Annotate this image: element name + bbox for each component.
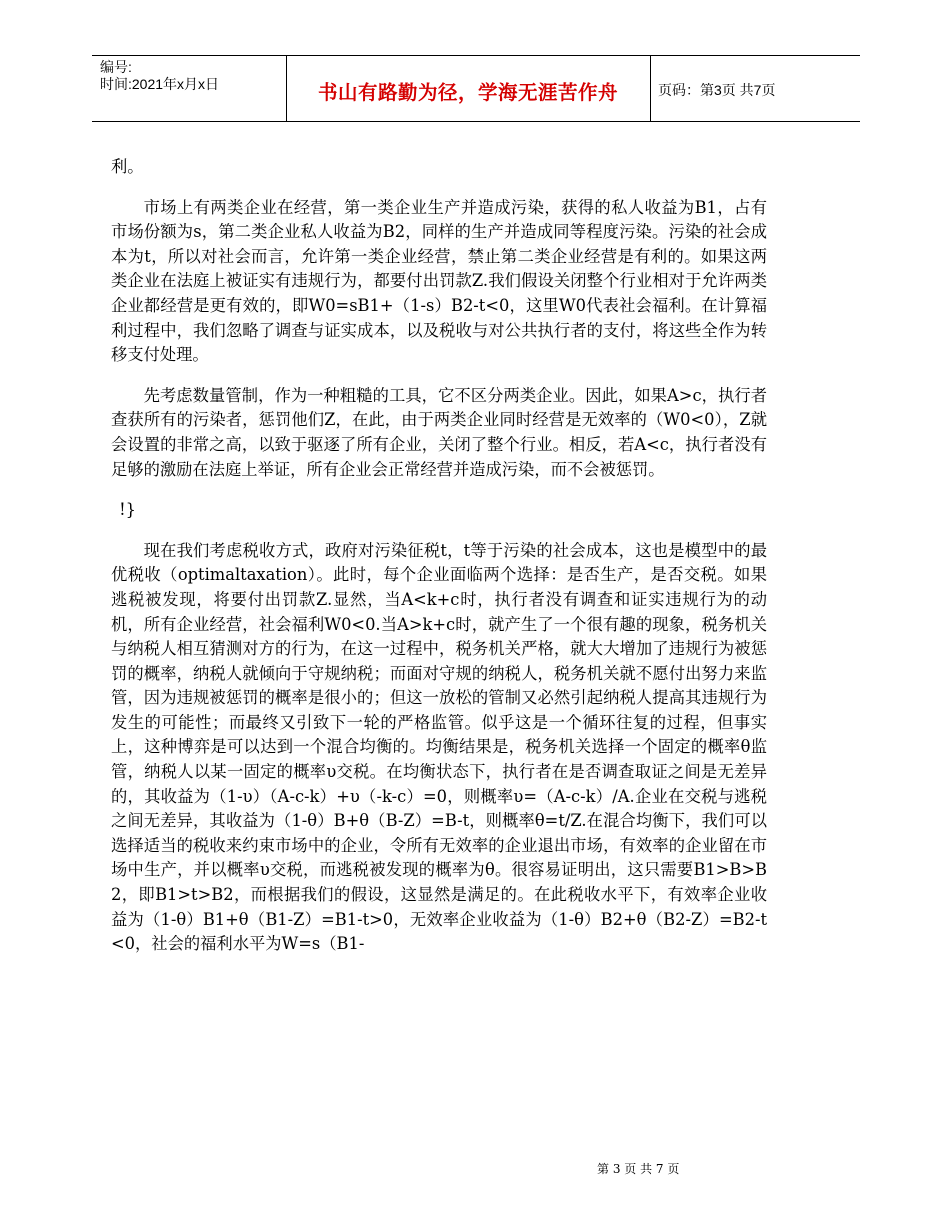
paragraph: 市场上有两类企业在经营，第一类企业生产并造成污染，获得的私人收益为B1，占有市场份额为s，第二类企业私人收益为B2，同样的生产并造成同等程度污染。污染的社会成本为t，所以对社会而言，允许第一类企业经营，禁止第二类企业经营是有利的。如果这两类企业在法庭上被证实有违规行为，都要付出罚款Z.我们假设关闭整个行业相对于允许两类企业都经营是更有效的，即W0=sB1+（1-s）B2-t<0，这里W0代表社会福利。在计算福利过程中，我们忽略了调查与证实成本，以及税收与对公共执行者的支付，将这些全作为转移支付处理。 bbox=[111, 197, 767, 365]
document-body bbox=[111, 155, 767, 973]
header-divider-right bbox=[650, 55, 651, 121]
paragraph: !} bbox=[119, 500, 137, 520]
header-bottom-rule bbox=[92, 121, 860, 122]
footer-page-number: 第 3 页 共 7 页 bbox=[597, 1162, 680, 1176]
paragraph: 先考虑数量管制，作为一种粗糙的工具，它不区分两类企业。因此，如果A>c，执行者查获所有的污染者，惩罚他们Z，在此，由于两类企业同时经营是无效率的（W0<0），Z就会设置的非常之高，以致于驱逐了所有企业，关闭了整个行业。相反，若A<c，执行者没有足够的激励在法庭上举证，所有企业会正常经营并造成污染，而不会被惩罚。 bbox=[111, 385, 767, 479]
header-code-label: 编号: bbox=[100, 59, 132, 75]
paragraph: 现在我们考虑税收方式，政府对污染征税t，t等于污染的社会成本，这也是模型中的最优税收（optimaltaxation）。此时，每个企业面临两个选择：是否生产，是否交税。如果逃税被发现，将要付出罚款Z.显然，当A<k+c时，执行者没有调查和证实违规行为的动机，所有企业经营，社会福利W0<0.当A>k+c时，就产生了一个很有趣的现象，税务机关与纳税人相互猜测对方的行为，在这一过程中，税务机关严格，就大大增加了违规行为被惩罚的概率，纳税人就倾向于守规纳税；而面对守规的纳税人，税务机关就不愿付出努力来监管，因为违规被惩罚的概率是很小的；但这一放松的管制又必然引起纳税人提高其违规行为发生的可能性；而最终又引致下一轮的严格监管。似乎这是一个循环往复的过程，但事实上，这种博弈是可以达到一个混合均衡的。均衡结果是，税务机关选择一个固定的概率θ监管，纳税人以某一固定的概率υ交税。在均衡状态下，执行者在是否调查取证之间是无差异的，其收益为（1-υ）（A-c-k）+υ（-k-c）=0，则概率υ=（A-c-k）/A.企业在交税与逃税之间无差异，其收益为（1-θ）B+θ（B-Z）=B-t，则概率θ=t/Z.在混合均衡下，我们可以选择适当的税收来约束市场中的企业，令所有无效率的企业退出市场，有效率的企业留在市场中生产，并以概率υ交税，而逃税被发现的概率为θ。很容易证明出，这只需要B1>B>B2，即B1>t>B2，而根据我们的假设，这显然是满足的。在此税收水平下，有效率企业收益为（1-θ）B1+θ（B1-Z）=B1-t>0，无效率企业收益为（1-θ）B2+θ（B2-Z）=B2-t<0，社会的福利水平为W=s（B1- bbox=[111, 540, 767, 954]
header-time-label: 时间:2021年x月x日 bbox=[100, 76, 220, 92]
paragraph: 利。 bbox=[111, 157, 144, 176]
header-top-rule bbox=[92, 55, 860, 56]
header-page-info: 页码：第3页 共7页 bbox=[658, 82, 776, 98]
header-motto: 书山有路勤为径，学海无涯苦作舟 bbox=[317, 81, 618, 104]
header-meta bbox=[100, 59, 219, 93]
